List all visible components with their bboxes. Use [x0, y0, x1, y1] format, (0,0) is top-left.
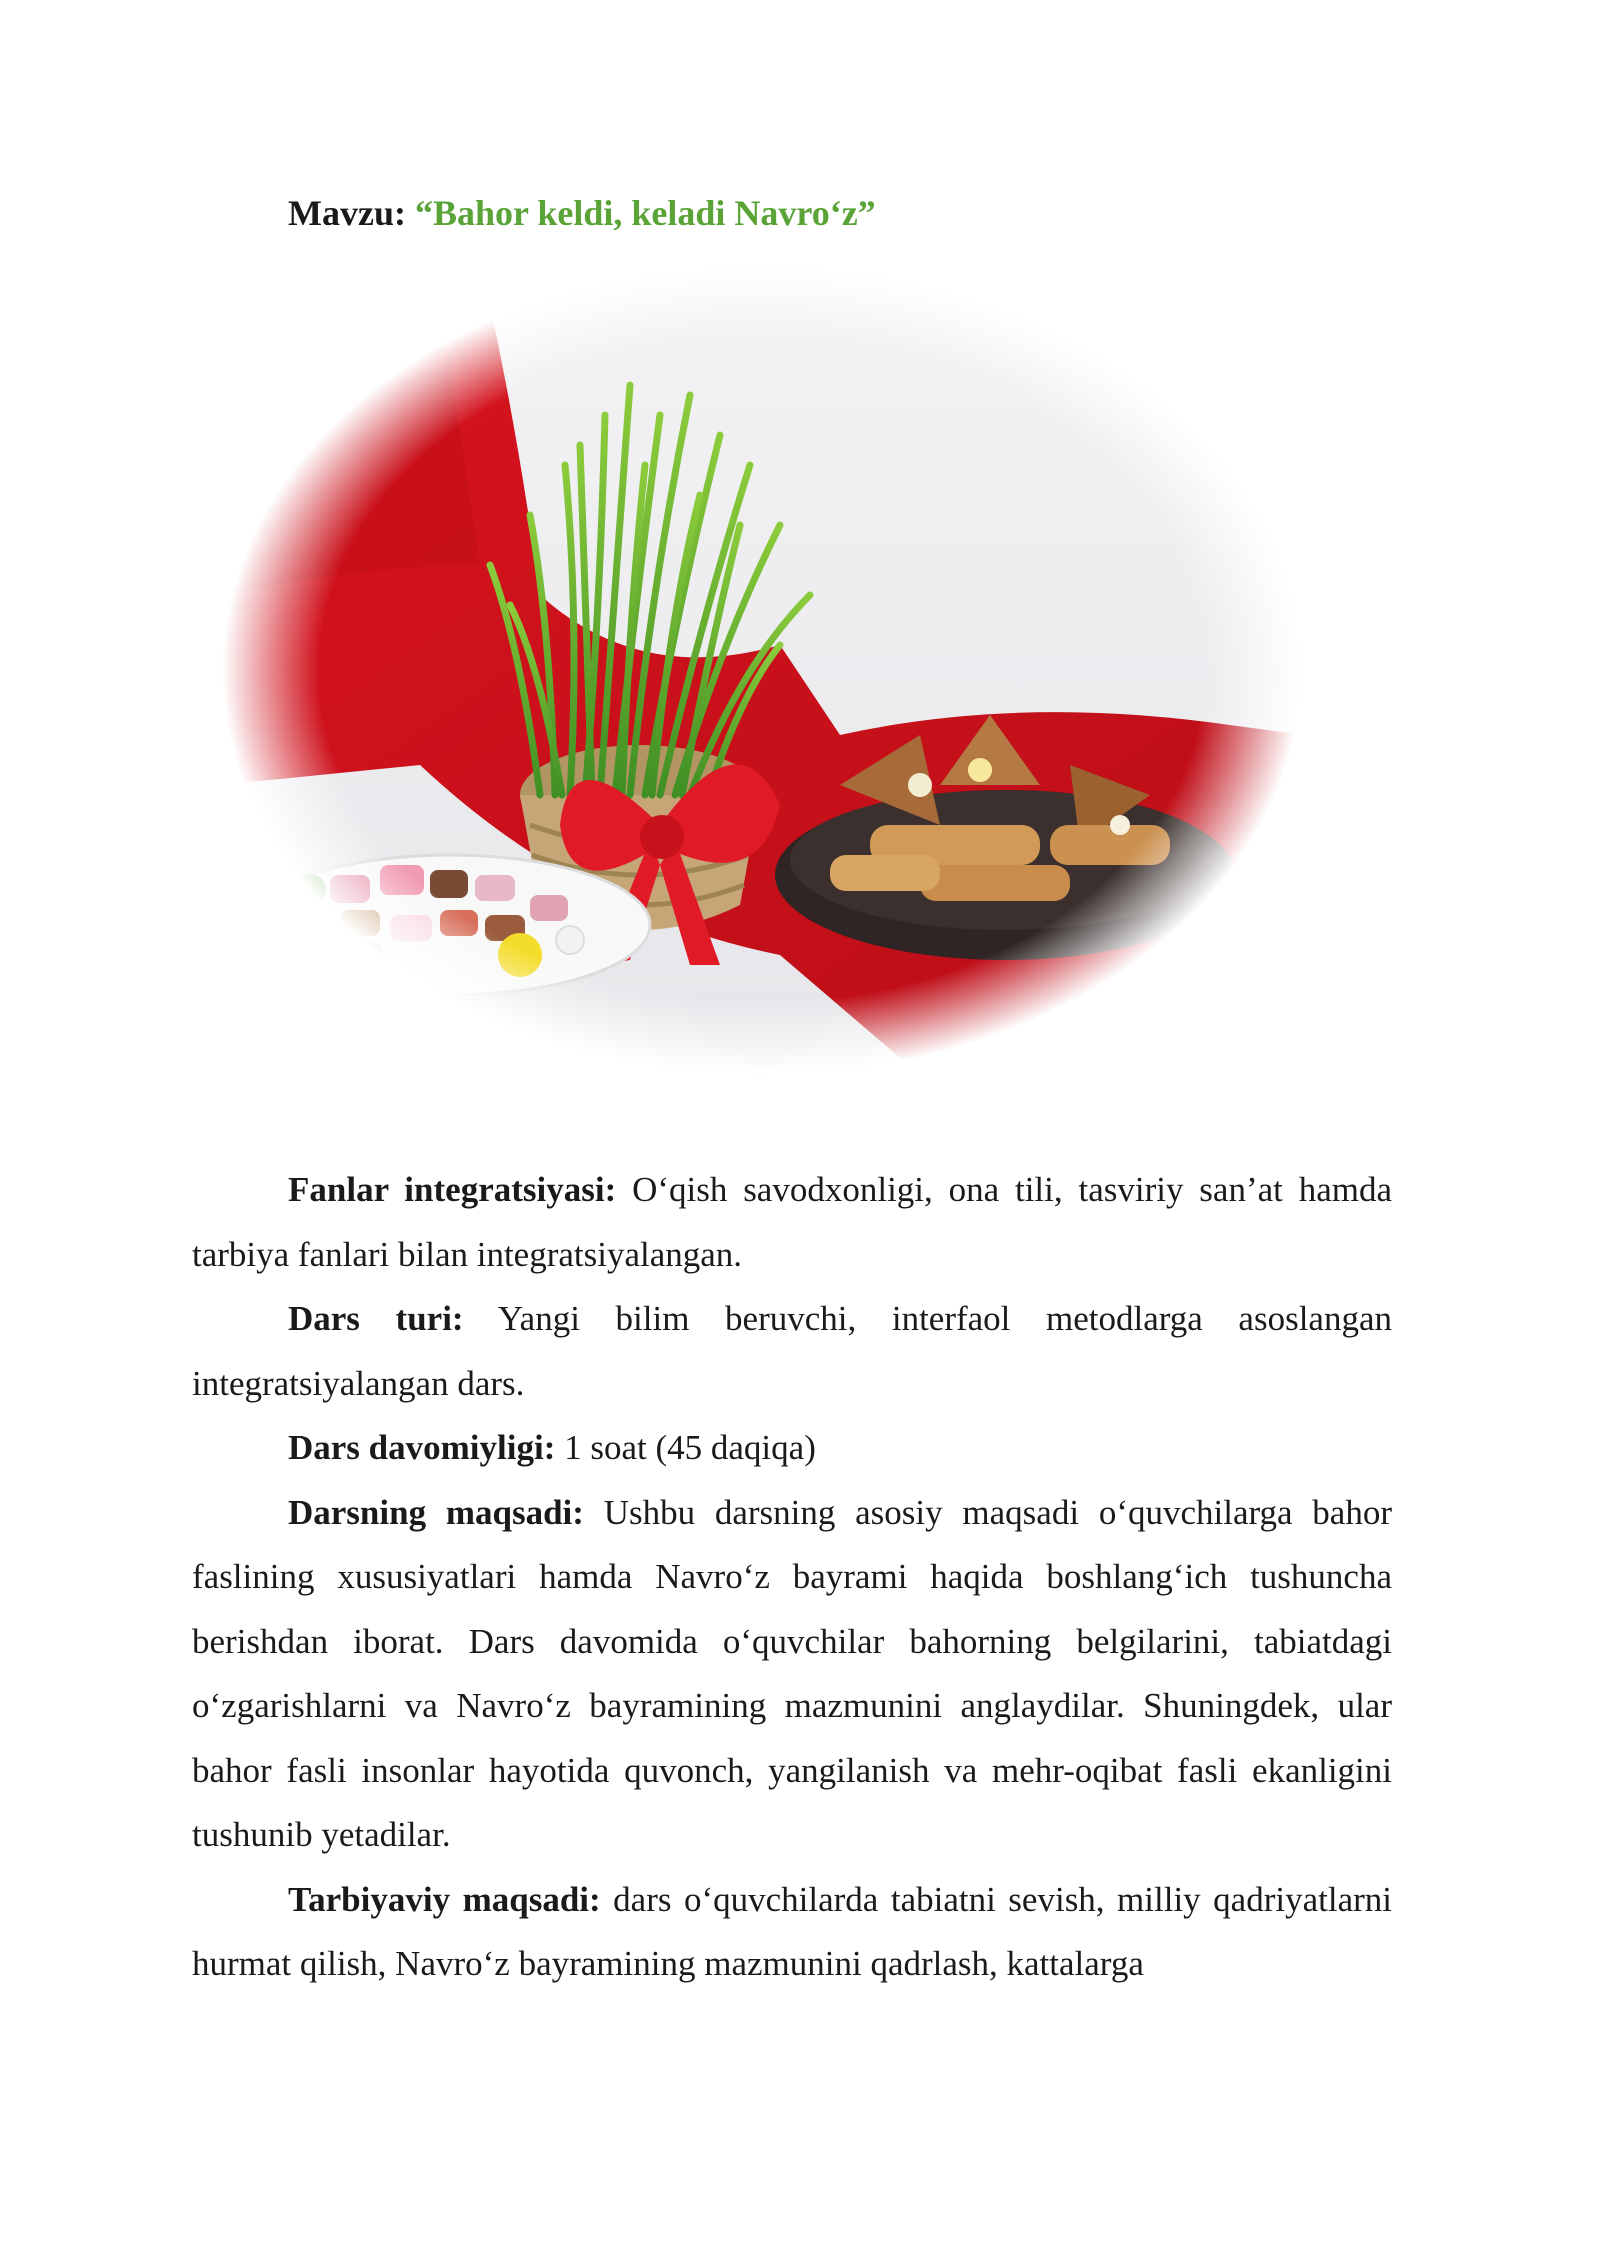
paragraph-label: Tarbiyaviy maqsadi:: [288, 1879, 601, 1919]
navruz-sumalak-wheatgrass-sweets-image: [220, 265, 1305, 1075]
paragraph-educational-goal: [192, 1868, 1392, 1997]
paragraph-lesson-duration: [192, 1416, 1392, 1481]
navruz-illustration: [220, 265, 1305, 1075]
title-topic: “Bahor keldi, keladi Navro‘z”: [414, 193, 876, 233]
paragraph-text: dars o‘quvchilarda tabiatni sevish, milliy qadriyatlarni hurmat qilish, Navro‘z bayramining mazmunini qadrlash, kattalarga: [192, 1879, 1392, 1983]
title-label: Mavzu:: [288, 193, 406, 233]
paragraph-subject-integration: [192, 1158, 1392, 1287]
paragraph-label: Darsning maqsadi:: [288, 1492, 584, 1532]
paragraph-text: Yangi bilim beruvchi, interfaol metodlarga asoslangan integratsiyalangan dars.: [192, 1299, 1392, 1403]
paragraph-lesson-goal: [192, 1481, 1392, 1868]
lesson-body: [192, 1158, 1392, 1997]
paragraph-text: 1 soat (45 daqiqa): [555, 1428, 816, 1467]
paragraph-lesson-type: [192, 1287, 1392, 1416]
paragraph-label: Fanlar integratsiyasi:: [288, 1170, 617, 1209]
paragraph-text: Ushbu darsning asosiy maqsadi o‘quvchilarga bahor faslining xususiyatlari hamda Navro‘z bayrami haqida boshlang‘ich tushuncha berishdan iborat. Dars davomida o‘quvchilar bahorning belgilarini, tabiatdagi o‘zgarishlarni va Navro‘z bayramining mazmunini anglaydilar. Shuningdek, ular bahor fasli insonlar hayotida quvonch, yangilanish va mehr-oqibat fasli ekanligini tushunib yetadilar.: [192, 1492, 1392, 1854]
lesson-title: [288, 188, 876, 238]
paragraph-label: Dars turi:: [288, 1299, 464, 1338]
paragraph-label: Dars davomiyligi:: [288, 1428, 556, 1467]
paragraph-text: O‘qish savodxonligi, ona tili, tasviriy san’at hamda tarbiya fanlari bilan integratsiyalangan.: [192, 1170, 1392, 1274]
